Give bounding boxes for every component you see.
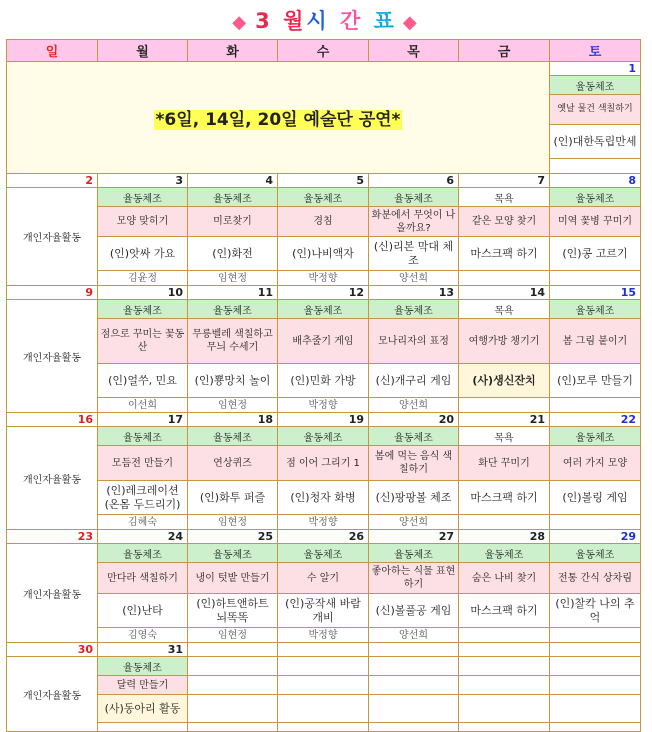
- activity-cell: 미로찾기: [188, 207, 278, 237]
- activity-cell: 모듬전 만들기: [98, 446, 188, 481]
- class-cell: (인)뿅망치 놀이: [188, 364, 278, 398]
- exercise-cell: 율동체조: [550, 300, 641, 319]
- activity-cell: 화단 꾸미기: [459, 446, 550, 481]
- exercise-cell: 율동체조: [550, 427, 641, 446]
- exercise-cell: 율동체조: [369, 544, 459, 563]
- weekday-fri: 금: [459, 40, 550, 62]
- class-cell-birthday: (사)생신잔치: [459, 364, 550, 398]
- empty-cell: [278, 643, 369, 657]
- activity-cell: 옛날 물건 색칠하기: [550, 95, 641, 125]
- teacher-cell: 임현정: [188, 398, 278, 413]
- weekday-mon: 월: [98, 40, 188, 62]
- class-cell: (인)나비액자: [278, 237, 369, 271]
- teacher-cell: 양선희: [369, 398, 459, 413]
- date-cell: 8: [550, 174, 641, 188]
- title-char: 시: [306, 9, 330, 33]
- activity-cell: 모양 맞히기: [98, 207, 188, 237]
- teacher-cell: 박정향: [278, 271, 369, 286]
- calendar-title: [0, 4, 652, 40]
- class-cell: 마스크팩 하기: [459, 594, 550, 628]
- date-cell: 9: [7, 286, 98, 300]
- class-cell: (인)난타: [98, 594, 188, 628]
- class-cell: (인)화투 퍼즐: [188, 481, 278, 515]
- class-cell: (인)볼링 게임: [550, 481, 641, 515]
- exercise-cell: 율동체조: [188, 188, 278, 207]
- empty-cell: [188, 643, 278, 657]
- class-cell: (인)모루 만들기: [550, 364, 641, 398]
- teacher-cell: [550, 159, 641, 174]
- class-cell: 마스크팩 하기: [459, 237, 550, 271]
- bath-cell: 목욕: [459, 300, 550, 319]
- activity-cell: 같은 모양 찾기: [459, 207, 550, 237]
- date-cell: 14: [459, 286, 550, 300]
- date-cell: 22: [550, 413, 641, 427]
- date-cell: 24: [98, 530, 188, 544]
- class-cell: (신)개구리 게임: [369, 364, 459, 398]
- teacher-cell: 박정향: [278, 515, 369, 530]
- class-cell: (인)찰칵 나의 추억: [550, 594, 641, 628]
- exercise-cell: 율동체조: [98, 427, 188, 446]
- date-cell: 7: [459, 174, 550, 188]
- date-cell: 6: [369, 174, 459, 188]
- activity-cell: 여행가방 챙기기: [459, 319, 550, 364]
- activity-cell: 전통 간식 상차림: [550, 563, 641, 594]
- activity-cell: 배추줄기 게임: [278, 319, 369, 364]
- date-cell: 5: [278, 174, 369, 188]
- teacher-cell: 김영숙: [98, 628, 188, 643]
- date-cell: 29: [550, 530, 641, 544]
- class-cell: (사)동아리 활동: [98, 695, 188, 723]
- class-cell: (인)대한독립만세: [550, 125, 641, 159]
- class-cell: 마스크팩 하기: [459, 481, 550, 515]
- activity-cell: 화분에서 무엇이 나올까요?: [369, 207, 459, 237]
- personal-activity-label: 개인자율활동: [7, 188, 98, 286]
- weekday-sun: 일: [7, 40, 98, 62]
- class-cell: (인)얼쑤, 민요: [98, 364, 188, 398]
- personal-activity-label: 개인자율활동: [7, 427, 98, 530]
- teacher-cell: 양선희: [369, 515, 459, 530]
- teacher-cell: 이선희: [98, 398, 188, 413]
- activity-cell: 모나리자의 표정: [369, 319, 459, 364]
- week4-row: [7, 413, 641, 427]
- teacher-cell: 임현정: [188, 628, 278, 643]
- personal-activity-label: 개인자율활동: [7, 544, 98, 643]
- date-cell: 17: [98, 413, 188, 427]
- date-cell: 11: [188, 286, 278, 300]
- date-cell: 25: [188, 530, 278, 544]
- week6-row: [7, 643, 641, 657]
- activity-cell: 수 알기: [278, 563, 369, 594]
- date-cell: 27: [369, 530, 459, 544]
- activity-cell: 봄 그림 붙이기: [550, 319, 641, 364]
- teacher-cell: 박정향: [278, 628, 369, 643]
- exercise-cell: 율동체조: [188, 300, 278, 319]
- exercise-cell: 율동체조: [188, 544, 278, 563]
- activity-cell: 달력 만들기: [98, 676, 188, 695]
- class-cell: (인)하트앤하트 뇌똑똑: [188, 594, 278, 628]
- bath-cell: 목욕: [459, 188, 550, 207]
- teacher-cell: 양선희: [369, 271, 459, 286]
- title-char: 표: [373, 9, 397, 33]
- teacher-cell: [550, 398, 641, 413]
- teacher-cell: 임현정: [188, 515, 278, 530]
- activity-cell: 점으로 꾸미는 꽃동산: [98, 319, 188, 364]
- exercise-cell: 율동체조: [369, 300, 459, 319]
- date-cell: 19: [278, 413, 369, 427]
- date-cell: 10: [98, 286, 188, 300]
- teacher-cell: 박정향: [278, 398, 369, 413]
- activity-cell: 미역 꽃병 꾸미기: [550, 207, 641, 237]
- performance-notice: [7, 62, 550, 174]
- teacher-cell: [550, 271, 641, 286]
- teacher-cell: [459, 398, 550, 413]
- teacher-cell: 임현정: [188, 271, 278, 286]
- class-cell: (신)볼풀공 게임: [369, 594, 459, 628]
- empty-cell: [550, 643, 641, 657]
- exercise-cell: 율동체조: [278, 427, 369, 446]
- monthly-schedule-table: [6, 39, 641, 732]
- exercise-cell: 율동체조: [278, 544, 369, 563]
- date-cell: 26: [278, 530, 369, 544]
- teacher-cell: 김윤정: [98, 271, 188, 286]
- exercise-cell: 율동체조: [98, 188, 188, 207]
- date-cell: 12: [278, 286, 369, 300]
- week5-row: [7, 530, 641, 544]
- exercise-cell: 율동체조: [98, 544, 188, 563]
- date-cell: 30: [7, 643, 98, 657]
- date-cell: 4: [188, 174, 278, 188]
- date-cell: 15: [550, 286, 641, 300]
- activity-cell: 좋아하는 식물 표현하기: [369, 563, 459, 594]
- class-cell: (인)앗싸 가요: [98, 237, 188, 271]
- activity-cell: 연상퀴즈: [188, 446, 278, 481]
- teacher-cell: 김혜숙: [98, 515, 188, 530]
- activity-cell: 점 이어 그리기 1: [278, 446, 369, 481]
- teacher-cell: [550, 628, 641, 643]
- exercise-cell: 율동체조: [550, 188, 641, 207]
- diamond-icon: ◆: [402, 12, 420, 33]
- week3-row: [7, 286, 641, 300]
- week2-row: [7, 174, 641, 188]
- weekday-sat: 토: [550, 40, 641, 62]
- class-cell: (신)팡팡볼 체조: [369, 481, 459, 515]
- date-cell: 20: [369, 413, 459, 427]
- date-cell: 16: [7, 413, 98, 427]
- date-cell: 23: [7, 530, 98, 544]
- exercise-cell: 율동체조: [98, 657, 188, 676]
- week1-row: [7, 62, 641, 76]
- activity-cell: 만다라 색칠하기: [98, 563, 188, 594]
- diamond-icon: ◆: [232, 12, 250, 33]
- teacher-cell: [459, 628, 550, 643]
- activity-cell: 숨은 나비 찾기: [459, 563, 550, 594]
- weekday-header-row: [7, 40, 641, 62]
- class-cell: (인)콩 고르기: [550, 237, 641, 271]
- notice-text: *6일, 14일, 20일 예술단 공연*: [155, 110, 401, 130]
- date-cell: 3: [98, 174, 188, 188]
- activity-cell: 봄에 먹는 음식 색칠하기: [369, 446, 459, 481]
- date-cell: 18: [188, 413, 278, 427]
- date-cell: 21: [459, 413, 550, 427]
- date-cell: 31: [98, 643, 188, 657]
- exercise-cell: 율동체조: [188, 427, 278, 446]
- weekday-wed: 수: [278, 40, 369, 62]
- date-cell: 28: [459, 530, 550, 544]
- empty-cell: [459, 643, 550, 657]
- date-cell: 1: [550, 62, 641, 76]
- teacher-cell: [550, 515, 641, 530]
- exercise-cell: 율동체조: [278, 300, 369, 319]
- title-char: 월: [283, 9, 307, 33]
- activity-cell: 냉이 텃밭 만들기: [188, 563, 278, 594]
- class-cell: (인)민화 가방: [278, 364, 369, 398]
- exercise-cell: 율동체조: [550, 76, 641, 95]
- teacher-cell: 양선희: [369, 628, 459, 643]
- exercise-cell: 율동체조: [369, 427, 459, 446]
- class-cell: (인)레크레이션 (온몸 두드리기): [98, 481, 188, 515]
- exercise-cell: 율동체조: [550, 544, 641, 563]
- teacher-cell: [459, 271, 550, 286]
- exercise-cell: 율동체조: [369, 188, 459, 207]
- personal-activity-label: 개인자율활동: [7, 300, 98, 413]
- title-char: 간: [339, 9, 364, 33]
- teacher-cell: [459, 515, 550, 530]
- class-cell: (신)리본 막대 체조: [369, 237, 459, 271]
- class-cell: (인)공작새 바람개비: [278, 594, 369, 628]
- title-month: 3: [255, 9, 273, 33]
- weekday-tue: 화: [188, 40, 278, 62]
- empty-cell: [369, 643, 459, 657]
- bath-cell: 목욕: [459, 427, 550, 446]
- class-cell: (인)청자 화병: [278, 481, 369, 515]
- activity-cell: 여러 가지 모양: [550, 446, 641, 481]
- weekday-thu: 목: [369, 40, 459, 62]
- date-cell: 13: [369, 286, 459, 300]
- activity-cell: 무릉벨레 색칠하고 무늬 수세기: [188, 319, 278, 364]
- date-cell: 2: [7, 174, 98, 188]
- exercise-cell: 율동체조: [98, 300, 188, 319]
- exercise-cell: 율동체조: [459, 544, 550, 563]
- activity-cell: 경침: [278, 207, 369, 237]
- personal-activity-label: 개인자율활동: [7, 657, 98, 732]
- class-cell: (인)화전: [188, 237, 278, 271]
- exercise-cell: 율동체조: [278, 188, 369, 207]
